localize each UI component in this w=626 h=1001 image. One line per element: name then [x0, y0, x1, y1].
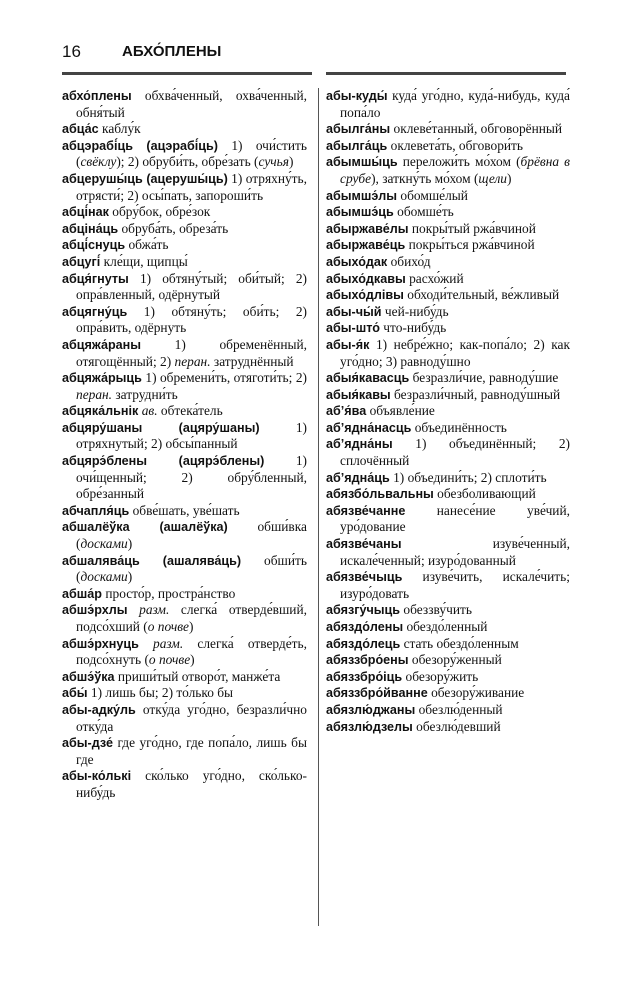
definition-text: изуве́ченный, искале́ченный; изуро́дованный	[340, 536, 570, 568]
definition-text: стать обездо́ленным	[400, 635, 519, 651]
headword: абыя́кавы	[326, 387, 391, 402]
headword: абы-адку́ль	[62, 702, 136, 717]
dictionary-entry	[326, 436, 570, 469]
definition-text: где уго́дно, где попа́ло, лишь бы где	[76, 735, 307, 767]
dictionary-entry	[326, 221, 570, 238]
definition-text: оклевета́ть, обговори́ть	[387, 137, 524, 153]
definition-text: затруднённый	[210, 353, 294, 369]
headword: абяздо́лены	[326, 620, 404, 634]
headword: абы-ко́лькі	[62, 769, 132, 784]
headword: абцягну́ць	[62, 304, 128, 319]
definition-text: чей-нибу́дь	[381, 303, 449, 319]
dictionary-entry	[326, 486, 570, 503]
definition-text: изуве́чить, искале́чить; изуро́довать	[340, 569, 570, 601]
definition-text: обездо́ленный	[403, 619, 488, 634]
definition-text: ); 2) обруби́ть, обре́зать (	[116, 154, 259, 170]
dictionary-entry	[62, 702, 307, 735]
dictionary-entry	[326, 387, 570, 404]
definition-text: обезболивающий	[433, 486, 536, 502]
dictionary-entry	[62, 553, 307, 586]
headword: абціна́ць	[62, 221, 119, 236]
dictionary-entry	[326, 669, 570, 686]
headword: абшалява́ць (ашалява́ць)	[62, 553, 242, 568]
headword: абыржаве́лы	[326, 221, 409, 236]
dictionary-entry	[62, 636, 307, 669]
headword: абы-куды́	[326, 89, 388, 103]
headword: абшэ́ўка	[62, 669, 115, 684]
dictionary-entry	[326, 420, 570, 437]
dictionary-entry	[62, 337, 307, 370]
dictionary-entry	[326, 337, 570, 370]
dictionary-entry	[326, 138, 570, 155]
headword: абцярэ́блены (ацярэ́блены)	[62, 454, 265, 469]
usage-label: о почве	[148, 652, 191, 668]
usage-label: щели	[478, 170, 507, 186]
headword: абязгу́чыць	[326, 603, 401, 618]
headword: абцэрабі́ць (ацэрабі́ць)	[62, 138, 218, 153]
dictionary-entry	[326, 304, 570, 321]
definition-text: 1) объедини́ть; 2) сплоти́ть	[389, 469, 547, 485]
definition-text: ско́лько уго́дно, ско́лько-нибу́дь	[76, 768, 307, 800]
headword: абязве́чыць	[326, 570, 403, 585]
definition-text: 1) обтяну́ть; оби́ть; 2) опра́вить, одёрнуть	[76, 303, 307, 336]
dictionary-entry	[62, 171, 307, 204]
headword: аб’я́ва	[326, 404, 367, 419]
usage-label: сучья	[258, 154, 289, 170]
definition-text: просто́р, простра́нство	[101, 585, 236, 601]
dictionary-entry	[62, 685, 307, 702]
definition-text: каблу́к	[98, 121, 141, 137]
definition-text: слегка́ отверде́ть, подсо́хнуть (	[76, 635, 307, 668]
definition-text: )	[127, 536, 133, 552]
headword: абыржаве́ць	[326, 238, 406, 253]
definition-text: обши́ть (	[76, 552, 307, 585]
usage-label: досками	[80, 569, 128, 585]
definition-text: )	[188, 619, 194, 634]
usage-label: о почве	[147, 619, 189, 634]
dictionary-entry	[326, 702, 570, 719]
dictionary-entry	[326, 652, 570, 669]
definition-text	[128, 602, 140, 617]
headword: абцерушы́ць (ацерушы́ць)	[62, 171, 228, 186]
dictionary-entry	[62, 586, 307, 603]
usage-label: брёвна в срубе	[340, 154, 570, 186]
dictionary-entry	[62, 519, 307, 552]
headword: абыхо́длівы	[326, 288, 404, 303]
usage-label: ав.	[141, 403, 158, 419]
definition-text: 1) лишь бы; 2) то́лько бы	[87, 685, 234, 701]
dictionary-entry	[326, 237, 570, 254]
dictionary-entry	[326, 536, 570, 569]
definition-text: безразли́чие, равноду́шие	[409, 370, 559, 386]
definition-text: 1) обремени́ть, отяготи́ть; 2)	[141, 370, 307, 386]
definition-text	[139, 636, 153, 651]
headword: аб’ядна́ць	[326, 470, 390, 485]
header-rule-right	[326, 72, 566, 75]
headword: абязлю́дзелы	[326, 719, 413, 734]
dictionary-entry	[62, 121, 307, 138]
headword: абязве́чанне	[326, 503, 406, 518]
usage-label: перан.	[76, 386, 113, 402]
definition-text: 1) отряхнутый; 2) обсы́панный	[76, 419, 307, 452]
definition-text: покры́ться ржа́вчиной	[405, 237, 535, 253]
headword: абылга́ць	[326, 138, 388, 153]
definition-text: обезору́жить	[402, 668, 479, 684]
dictionary-entry	[62, 403, 307, 420]
headword: абяззбро́іць	[326, 669, 403, 684]
dictionary-entry	[326, 619, 570, 636]
dictionary-entry	[62, 88, 307, 121]
usage-label: досками	[80, 536, 128, 552]
dictionary-entry	[62, 735, 307, 768]
definition-text: нанесе́ние уве́чий, уро́дование	[340, 502, 570, 535]
dictionary-entry	[326, 188, 570, 205]
definition-text: 1) отряхну́ть, отрясти́; 2) осы́пать, запороши́ть	[76, 170, 307, 203]
definition-text: слегка́ отверде́вший, подсо́хший (	[76, 602, 307, 634]
dictionary-entry	[326, 685, 570, 702]
headword: абшэ́рхлы	[62, 603, 128, 618]
dictionary-entry	[62, 237, 307, 254]
definition-text: приши́тый отворо́т, манже́та	[114, 668, 281, 684]
headword: абымшэ́лы	[326, 188, 398, 203]
headword: абы́	[62, 686, 88, 701]
headword: абці́снуць	[62, 238, 126, 253]
left-column	[62, 88, 307, 802]
dictionary-entry	[326, 503, 570, 536]
definition-text: обезлю́денный	[415, 701, 503, 717]
headword: абцяжа́раны	[62, 337, 142, 352]
headword: абцяка́льнік	[62, 404, 139, 419]
definition-text: оклеве́танный, обговорённый	[390, 121, 563, 137]
dictionary-entry	[326, 403, 570, 420]
dictionary-entry	[62, 503, 307, 520]
dictionary-entry	[326, 602, 570, 619]
headword: абцугі́	[62, 254, 101, 269]
dictionary-entry	[326, 121, 570, 138]
definition-text: обши́вка (	[76, 519, 307, 552]
header-rule-left	[62, 72, 312, 75]
dictionary-entry	[62, 204, 307, 221]
headword: абяззбро́ены	[326, 653, 409, 668]
page-header	[62, 42, 564, 64]
usage-label: перан.	[174, 353, 211, 369]
headword: абша́р	[62, 586, 102, 601]
headword: абцяру́шаны (ацяру́шаны)	[62, 420, 260, 435]
definition-text: отку́да уго́дно, безразли́чно отку́да	[76, 701, 307, 734]
definition-text: обихо́д	[387, 253, 431, 269]
headword: абы-чы́й	[326, 304, 382, 319]
headword: абыя́кавасць	[326, 371, 410, 386]
headword: абца́с	[62, 122, 99, 137]
definition-text: объединённость	[411, 419, 507, 435]
definition-text: 1) обтяну́тый; оби́тый; 2) опра́вленный, одёрнутый	[76, 270, 307, 303]
definition-text: обхва́ченный, охва́ченный, обня́тый	[76, 88, 307, 120]
dictionary-entry	[62, 420, 307, 453]
right-column	[326, 88, 570, 735]
headword: аб’ядна́насць	[326, 420, 412, 435]
definition-text: )	[127, 569, 133, 585]
definition-text: безразли́чный, равноду́шный	[390, 386, 561, 402]
headword: абязбо́львальны	[326, 487, 434, 502]
page-number: 16	[62, 42, 81, 61]
definition-text: обру́бок, обре́зок	[108, 204, 211, 220]
column-divider	[318, 88, 319, 926]
dictionary-entry	[62, 370, 307, 403]
definition-text: )	[289, 154, 294, 170]
dictionary-entry	[62, 221, 307, 238]
dictionary-entry	[326, 370, 570, 387]
definition-text: обезлю́девший	[412, 718, 501, 734]
definition-text: обве́шать, уве́шать	[129, 502, 240, 518]
headword: абці́нак	[62, 205, 109, 220]
headword: абы-я́к	[326, 337, 370, 352]
definition-text: переложи́ть мо́хом (	[397, 154, 521, 170]
definition-text: 1) небре́жно; как-попа́ло; 2) как уго́дно; 3) равноду́шно	[340, 336, 570, 369]
dictionary-entry	[326, 636, 570, 653]
definition-text: )	[507, 170, 512, 186]
usage-label: разм.	[153, 635, 184, 651]
headword: аб’ядна́ны	[326, 437, 393, 452]
dictionary-entry	[62, 669, 307, 686]
definition-text: ), заткну́ть мо́хом (	[371, 170, 479, 186]
headword: абыхо́дак	[326, 254, 388, 269]
dictionary-entry	[62, 138, 307, 171]
definition-text: обомше́лый	[397, 187, 468, 203]
dictionary-entry	[326, 569, 570, 602]
dictionary-entry	[62, 768, 307, 801]
dictionary-entry	[326, 470, 570, 487]
dictionary-entry	[326, 254, 570, 271]
headword: абымшэ́ць	[326, 205, 394, 220]
headword: абязлю́джаны	[326, 702, 416, 717]
definition-text: 1) обременённый, отягощённый; 2)	[76, 336, 307, 369]
dictionary-entry	[326, 719, 570, 736]
definition-text: )	[190, 652, 195, 668]
headword: абы-дзе́	[62, 736, 113, 751]
dictionary-entry	[62, 602, 307, 635]
headword: абцяжа́рыць	[62, 371, 142, 386]
definition-text: обруба́ть, обреза́ть	[118, 220, 229, 236]
definition-text: затрудни́ть	[112, 386, 178, 402]
usage-label: свёклу	[80, 154, 117, 170]
headword: абця́гнуты	[62, 271, 129, 286]
headword: абшалёўка (ашалёўка)	[62, 520, 228, 535]
headword: абяздо́лець	[326, 636, 401, 651]
definition-text: покры́тый ржа́вчиной	[408, 220, 536, 236]
dictionary-entry	[62, 453, 307, 503]
definition-text: обеззву́чить	[400, 602, 472, 618]
headword: абчапля́ць	[62, 503, 130, 518]
headword: абыхо́дкавы	[326, 271, 406, 286]
dictionary-entry	[62, 304, 307, 337]
dictionary-entry	[326, 204, 570, 221]
dictionary-entry	[326, 320, 570, 337]
usage-label: разм.	[139, 602, 170, 618]
headword: абылга́ны	[326, 122, 391, 137]
dictionary-entry	[326, 88, 570, 121]
definition-text: расхо́жий	[405, 270, 464, 286]
definition-text: обходи́тельный, ве́жливый	[403, 287, 560, 303]
definition-text: обтека́тель	[157, 403, 223, 419]
definition-text: что-нибу́дь	[379, 320, 447, 336]
dictionary-entry	[62, 254, 307, 271]
headword: абы-што́	[326, 321, 380, 336]
definition-text: обезору́живание	[427, 685, 525, 701]
headword: абязве́чаны	[326, 537, 402, 552]
dictionary-entry	[326, 154, 570, 187]
headword: абхо́плены	[62, 89, 132, 103]
definition-text: кле́щи, щипцы́	[100, 253, 188, 269]
headword: абымшы́ць	[326, 155, 398, 170]
definition-text: объявле́ние	[366, 403, 435, 419]
headword: абяззбро́йванне	[326, 686, 428, 701]
definition-text: обезору́женный	[408, 652, 502, 668]
definition-text: 1) объединённый; 2) сплочённый	[340, 436, 570, 469]
dictionary-entry	[326, 271, 570, 288]
definition-text: 1) очи́стить (	[76, 137, 307, 170]
dictionary-entry	[62, 271, 307, 304]
definition-text: куда́ уго́дно, куда́-нибудь, куда́ попа́ло	[340, 88, 570, 120]
definition-text: обомше́ть	[393, 204, 454, 220]
running-head: АБХО́ПЛЕНЫ	[122, 43, 222, 60]
definition-text: обжа́ть	[125, 237, 169, 253]
headword: абшэ́рхнуць	[62, 636, 139, 651]
dictionary-entry	[326, 287, 570, 304]
definition-text: 1) очи́щенный; 2) обру́бленный, обре́занный	[76, 453, 307, 502]
